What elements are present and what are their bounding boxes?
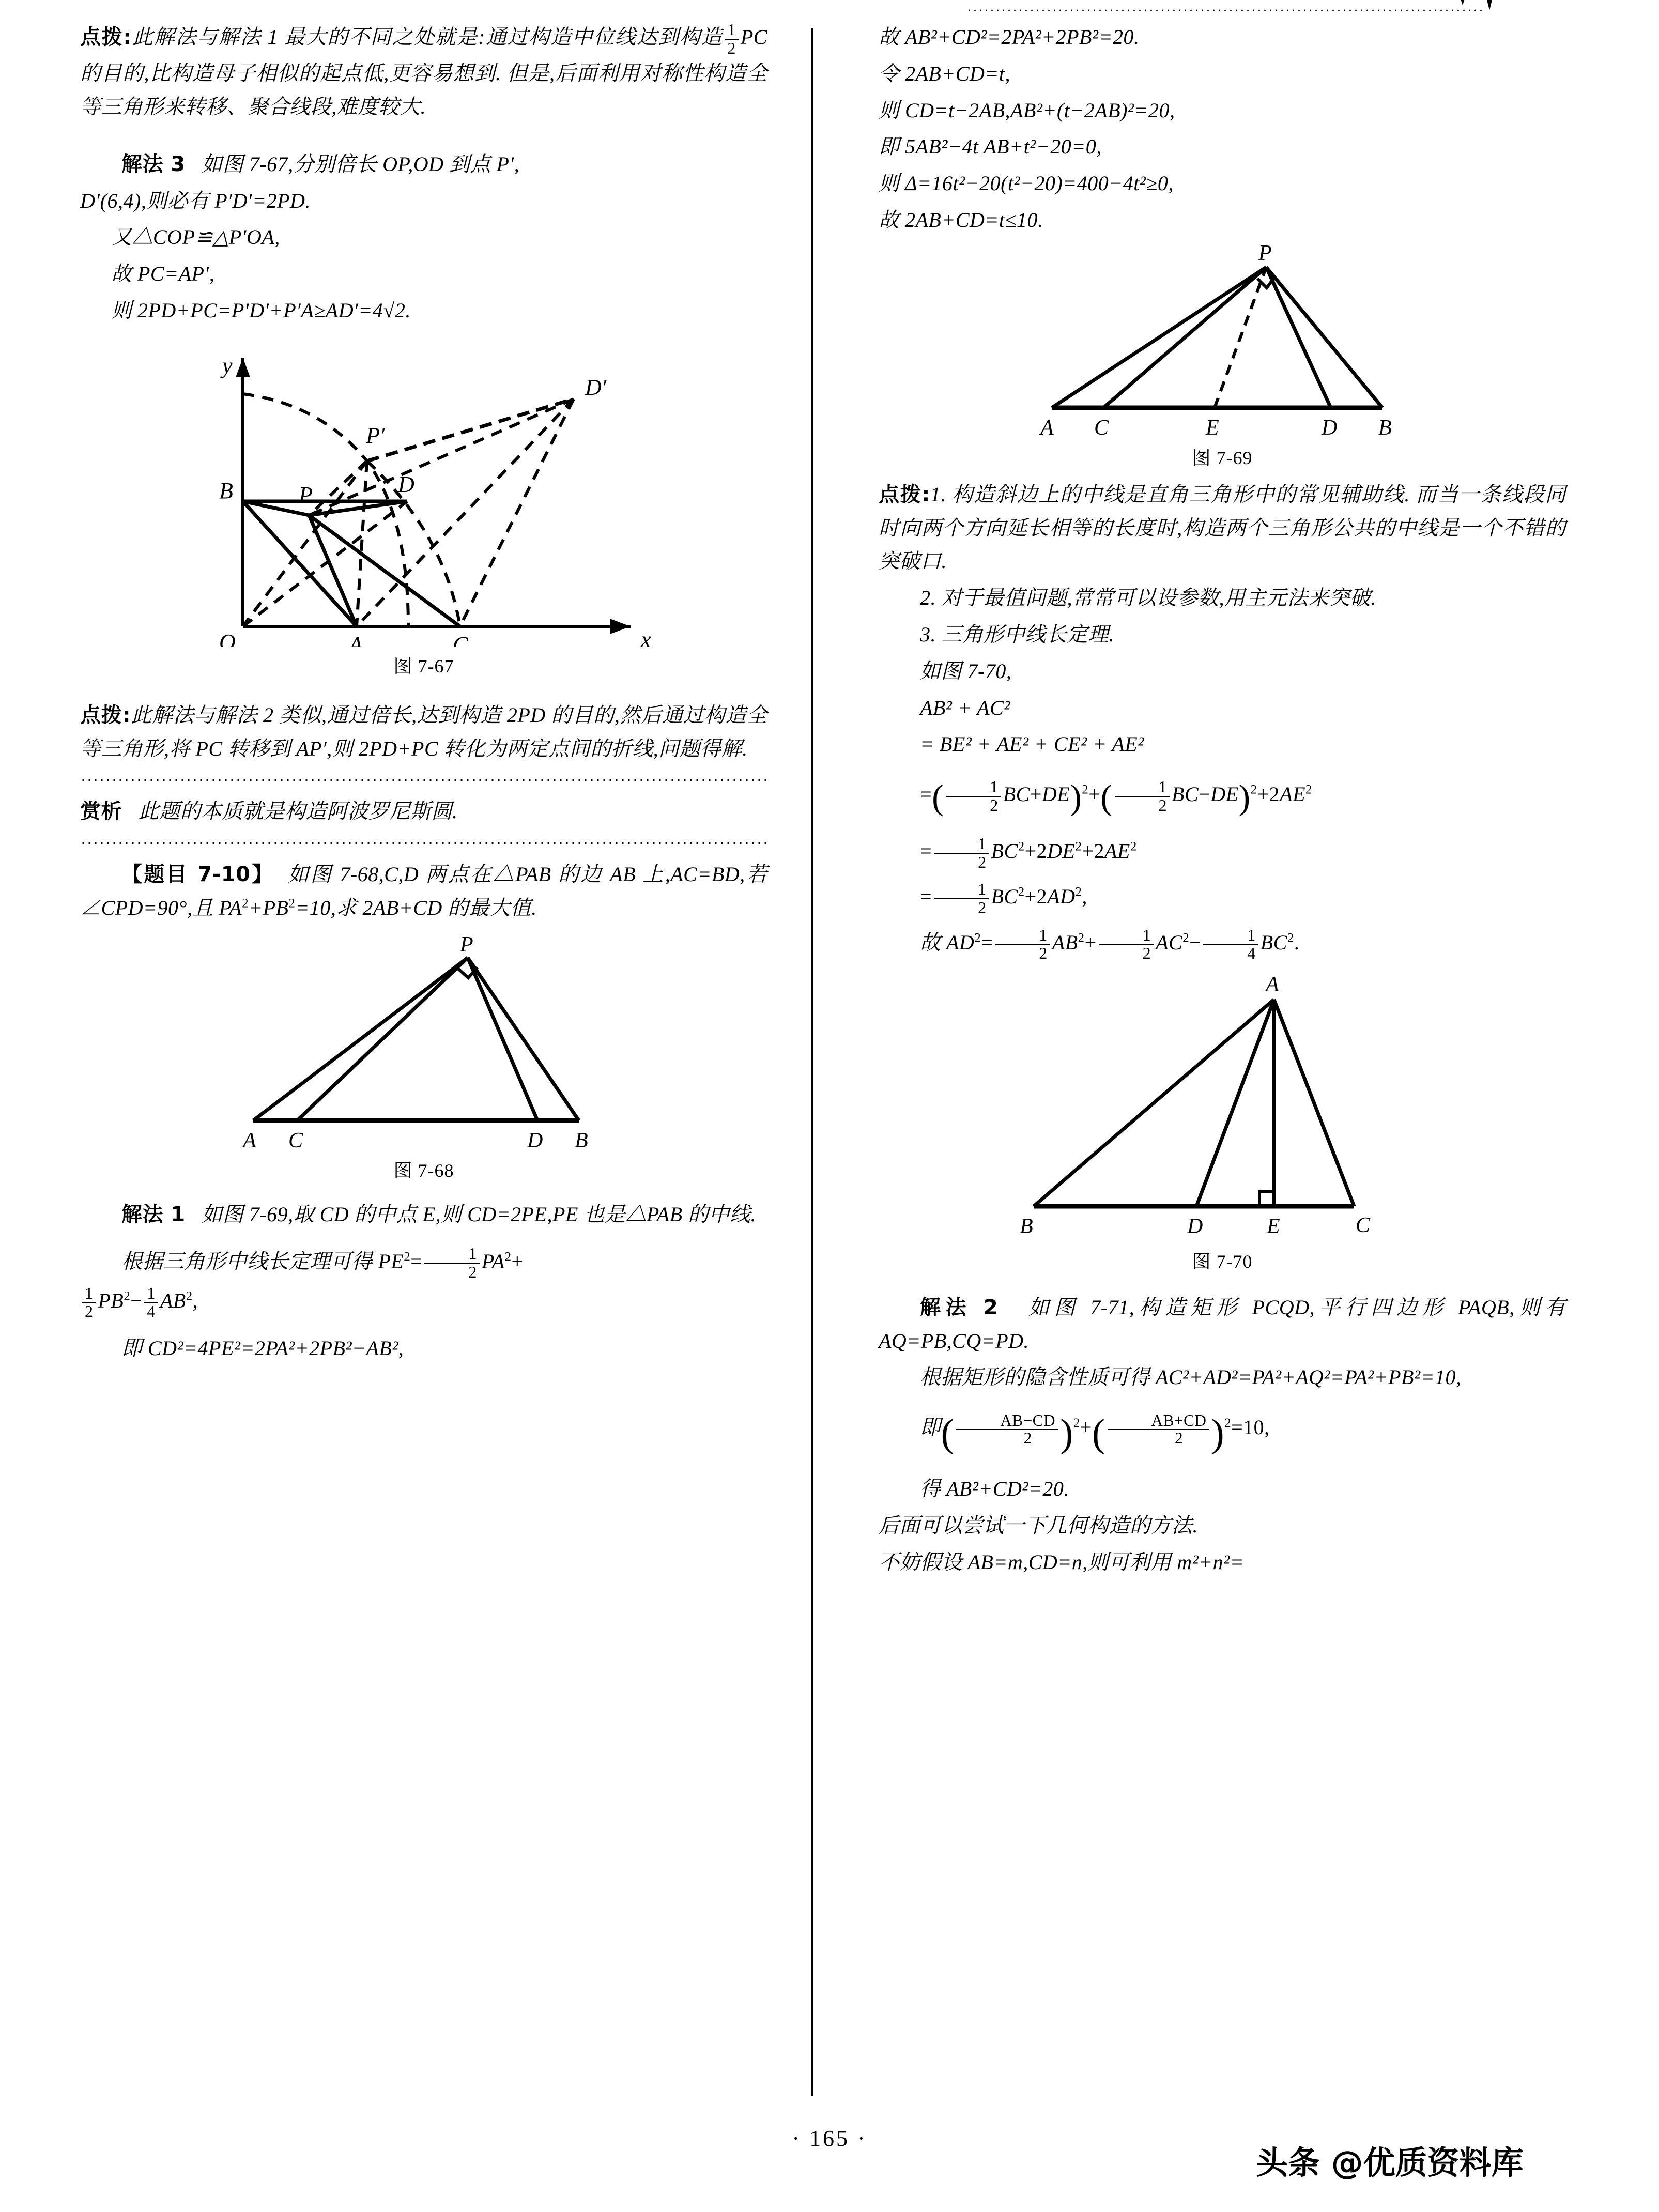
derivation-line-0 — [879, 21, 1566, 54]
theorem-line-6-row: 故 $AD^2=$ $\frac{1}{2}$ $AB^2+$ $\frac{1}{2}$ $AC^2-$ $\frac{1}{4}$ $BC^2$. — [920, 925, 1300, 963]
paren-open-3: ( — [941, 1411, 955, 1455]
svg-text:A: A — [243, 1128, 256, 1151]
figure-7-67 — [80, 337, 767, 678]
paren-sup-4: 2 — [1224, 1416, 1232, 1430]
de-term-1: DE — [1041, 782, 1070, 806]
problem-7-10-block — [80, 858, 767, 925]
theorem-intro: 如图 7-70, — [920, 659, 1012, 683]
solution-2-line-3-lead: 即 — [920, 1416, 941, 1439]
figure-7-67-drawing — [165, 337, 682, 647]
svg-text:C: C — [288, 1128, 303, 1151]
solution-2-line-3-row: 即( $\frac{AB-CD}{2}$ )$^2$+( $\frac{AB+CD}{2}$ )$^2$=10, — [920, 1411, 1270, 1455]
ab-superscript: 2 — [186, 1289, 193, 1303]
solution-1-line-3: 即 CD²=4PE²=2PA²+2PB²−AB², — [121, 1336, 404, 1360]
theorem-line-1-row — [879, 692, 1566, 725]
solution-3-line-2: D′(6,4),则必有 P′D′=2PD. — [80, 189, 311, 212]
paren-close-4: ) — [1211, 1411, 1225, 1455]
svg-text:O: O — [219, 629, 236, 647]
derivation-text-5: 故 2AB+CD=t≤10. — [879, 208, 1043, 232]
svg-text:x: x — [641, 626, 651, 647]
pb-superscript: 2 — [124, 1289, 131, 1303]
derivation-text-4: 则 Δ=16t²−20(t²−20)=400−4t²≥0, — [879, 172, 1174, 195]
figure-7-70-caption-prefix: 图 — [1192, 1251, 1211, 1272]
solution-1-line-2-cont: $\frac{1}{2}$ $PB^2-$ $\frac{1}{4}$ $AB^2$, — [80, 1284, 767, 1320]
ab-sup-l6: 2 — [1078, 931, 1085, 945]
paren-close-1: ) — [1070, 777, 1082, 817]
problem-7-10-text-c: =10,求 2AB+CD 的最大值. — [295, 896, 537, 919]
note-dianbo-1 — [80, 21, 767, 124]
problem-7-10-text-a: 如图 7-68,C,D 两点在△PAB 的边 AB 上,AC=BD,若∠CPD=90°,且 PA — [80, 863, 768, 919]
solution-3-tag: 解法 3 — [121, 152, 186, 176]
derivation-line-5 — [879, 204, 1566, 237]
svg-text:D: D — [1187, 1214, 1203, 1238]
svg-text:D: D — [398, 471, 414, 497]
solution-2-block — [879, 1291, 1566, 1358]
theorem-line-3-lead: = — [920, 782, 932, 806]
svg-text:B: B — [1378, 416, 1392, 439]
ac-sup-l6: 2 — [1182, 931, 1190, 945]
svg-text:D: D — [527, 1128, 543, 1151]
figure-7-68-drawing — [165, 934, 682, 1151]
figure-7-67-caption — [80, 652, 767, 678]
solution-2-line-4-row — [879, 1472, 1566, 1506]
fraction-half-bc-2: $\frac{1}{2}$ — [1115, 778, 1170, 814]
de-term-2: DE — [1210, 782, 1239, 806]
note-3-item-3: 3. 三角形中线长定理. — [920, 622, 1114, 646]
svg-text:E: E — [1267, 1214, 1280, 1238]
solution-3-line-5: 则 2PD+PC=P′D′+P′A≥AD′=4√2. — [111, 298, 411, 322]
solution-3-line-2-row — [80, 185, 767, 218]
solution-2-line-6-row — [879, 1546, 1566, 1579]
bc-term-l6: BC — [1260, 930, 1287, 954]
figure-7-68-caption-number: 7-68 — [418, 1160, 454, 1181]
svg-text:A: A — [1266, 973, 1279, 996]
figure-7-70 — [879, 974, 1566, 1273]
bc-term-l5: BC — [991, 885, 1018, 909]
solution-2-line-5: 后面可以尝试一下几何构造的方法. — [879, 1514, 1198, 1538]
page-number: · 165 · — [792, 2126, 867, 2151]
note-2-text: 此解法与解法 2 类似,通过倍长,达到构造 2PD 的目的,然后通过构造全等三角形,将 PC 转移到 AP′,则 2PD+PC 转化为两定点间的折线,问题得解. — [80, 703, 767, 760]
figure-7-68 — [80, 934, 767, 1182]
theorem-line-2: = BE² + AE² + CE² + AE² — [920, 732, 1144, 756]
figure-7-69-drawing — [954, 242, 1491, 439]
derivation-text-3: 即 5AB²−4t AB+t²−20=0, — [879, 135, 1102, 159]
paren-open-4: ( — [1092, 1411, 1105, 1455]
fraction-ab-plus-cd: $\frac{AB+CD}{2}$ — [1108, 1412, 1209, 1448]
solution-1-line-2-row: 根据三角形中线长定理可得 $PE^2=$ $\frac{1}{2}$ $PA^2+$ — [121, 1244, 524, 1282]
ab-term-l6: AB — [1052, 930, 1078, 954]
term-pb: PB — [98, 1288, 124, 1312]
pe-superscript: 2 — [404, 1250, 411, 1264]
svg-text:A: A — [1040, 416, 1054, 439]
solution-3-line-5-row — [80, 294, 767, 328]
svg-text:B: B — [575, 1128, 588, 1151]
bc-term-1: BC — [1003, 782, 1030, 806]
ae-term-l4: AE — [1104, 839, 1130, 863]
figure-7-68-caption — [80, 1156, 767, 1182]
svg-text:C: C — [1356, 1213, 1371, 1237]
watermark: 头条 @优质资料库 — [1256, 2144, 1524, 2182]
solution-2-line-6: 不妨假设 AB=m,CD=n,则可利用 m²+n²= — [879, 1550, 1245, 1574]
ac-term-l6: AC — [1156, 930, 1183, 954]
problem-7-10-text-b: +PB — [249, 896, 289, 919]
figure-7-70-drawing — [954, 974, 1491, 1242]
solution-1-line-1: 如图 7-69,取 CD 的中点 E,则 CD=2PE,PE 也是△PAB 的中线. — [202, 1202, 757, 1226]
solution-2-line-5-row — [879, 1509, 1566, 1543]
theorem-line-4-row: = $\frac{1}{2}$ $BC^2+2DE^2+2AE^2$ — [920, 834, 1137, 871]
solution-1-block — [80, 1198, 767, 1232]
svg-text:E: E — [1206, 416, 1219, 439]
theorem-line-1: AB² + AC² — [920, 696, 1010, 719]
solution-3-line-4-row — [80, 257, 767, 291]
problem-superscript-1: 2 — [242, 896, 249, 911]
svg-text:A: A — [349, 632, 363, 647]
svg-text:C: C — [453, 632, 468, 647]
solution-3-line-4: 故 PC=AP′, — [111, 262, 215, 286]
bc-term-l4: BC — [991, 839, 1018, 863]
fraction-one-quarter-ab: $\frac{1}{4}$ — [144, 1285, 158, 1320]
paren-superscript-2: 2 — [1250, 782, 1257, 797]
ae-sup-l4: 2 — [1130, 839, 1137, 854]
de-term-l4: DE — [1047, 839, 1076, 863]
bc-sup-l5: 2 — [1018, 885, 1025, 900]
svg-text:D′: D′ — [585, 374, 607, 400]
svg-text:P: P — [460, 934, 473, 957]
appreciation-rule-bottom — [80, 842, 767, 844]
note-tag: 点拨: — [80, 25, 132, 49]
column-divider — [811, 28, 813, 2096]
figure-7-70-caption — [879, 1247, 1566, 1273]
figure-7-67-caption-prefix: 图 — [393, 655, 413, 677]
derivation-line-2 — [879, 94, 1566, 128]
term-ab: AB — [160, 1288, 186, 1312]
fraction-quarter-bc-l6: $\frac{1}{4}$ — [1203, 927, 1258, 962]
note-text-a: 此解法与解法 1 最大的不同之处就是:通过构造中位线达到构造 — [131, 25, 723, 49]
solution-2-line-2: 根据矩形的隐含性质可得 AC²+AD²=PA²+AQ²=PA²+PB²=10, — [920, 1365, 1462, 1389]
derivation-text-2: 则 CD=t−2AB,AB²+(t−2AB)²=20, — [879, 98, 1175, 122]
solution-3-line-1: 如图 7-67,分别倍长 OP,OD 到点 P′, — [202, 152, 520, 176]
solution-3-line-3-row — [80, 221, 767, 254]
paren-close-2: ) — [1238, 777, 1251, 817]
fraction-half-ab-l6: $\frac{1}{2}$ — [995, 927, 1050, 962]
svg-text:B: B — [219, 478, 233, 503]
figure-7-68-caption-prefix: 图 — [393, 1160, 413, 1181]
appreciation-rule-top — [80, 779, 767, 781]
paren-sup-3: 2 — [1073, 1416, 1080, 1430]
fraction-one-half-pb: $\frac{1}{2}$ — [82, 1285, 96, 1320]
solution-2-line-2-row — [879, 1361, 1566, 1394]
solution-3-block — [80, 148, 767, 181]
paren-open-1: ( — [932, 777, 944, 817]
solution-2-line-3-tail: =10, — [1231, 1416, 1270, 1439]
bc-term-2: BC — [1172, 782, 1199, 806]
note-3-item-3-row — [879, 618, 1566, 652]
figure-7-69-caption-number: 7-69 — [1216, 447, 1253, 468]
theorem-line-2-row — [879, 728, 1566, 761]
fraction-half-l5: $\frac{1}{2}$ — [934, 881, 989, 916]
figure-7-69-caption — [879, 443, 1566, 470]
note-text-b: PC 的目的,比构造母子相似的起点低,更容易想到. 但是,后面利用对称性构造全等三角形来转移、聚合线段,难度较大. — [80, 25, 767, 118]
figure-7-69 — [879, 242, 1566, 470]
figure-7-69-caption-prefix: 图 — [1192, 447, 1211, 469]
ae-superscript: 2 — [1305, 782, 1312, 797]
appreciation-tag: 赏析 — [80, 800, 122, 824]
note-3-tag: 点拨: — [879, 482, 930, 506]
note-dianbo-3 — [879, 478, 1566, 578]
svg-text:P: P — [299, 482, 313, 508]
fraction-half-l4: $\frac{1}{2}$ — [934, 835, 989, 871]
ae-term: AE — [1280, 782, 1306, 806]
solution-1-line-2-prefix: 根据三角形中线长定理可得 PE — [121, 1249, 404, 1273]
ad-term-l5: AD — [1047, 885, 1076, 909]
svg-text:C: C — [1094, 416, 1109, 439]
theorem-gu: 故 AD — [920, 930, 975, 954]
fraction-half-ac-l6: $\frac{1}{2}$ — [1099, 927, 1154, 962]
fraction-ab-minus-cd: $\frac{AB-CD}{2}$ — [956, 1412, 1058, 1448]
derivation-text-0: 故 AB²+CD²=2PA²+2PB²=20. — [879, 25, 1140, 49]
fraction-one-half: $\frac{1}{2}$ — [725, 21, 739, 57]
problem-superscript-2: 2 — [288, 896, 296, 911]
right-column — [879, 21, 1566, 1583]
note-3-item-2: 2. 对于最值问题,常常可以设参数,用主元法来突破. — [920, 586, 1376, 610]
solution-2-line-1: 如图 7-71,构造矩形 PCQD,平行四边形 PAQB,则有 AQ=PB,CQ=PD. — [879, 1295, 1566, 1353]
solution-1-line-2-eq: = — [410, 1249, 423, 1273]
figure-7-67-caption-number: 7-67 — [418, 655, 454, 677]
derivation-line-3 — [879, 130, 1566, 164]
svg-text:P: P — [1258, 242, 1272, 265]
bc-sup-l6: 2 — [1287, 931, 1294, 945]
theorem-line-3-row: =( $\frac{1}{2}$ BC+DE)$^2$+( $\frac{1}{2}$ $BC-DE)^2+2AE^2$ — [920, 777, 1312, 817]
ad-sup-l5: 2 — [1075, 885, 1082, 900]
svg-text:B: B — [1020, 1214, 1033, 1238]
pa-superscript: 2 — [504, 1250, 512, 1264]
solution-2-tag: 解法 2 — [920, 1295, 999, 1319]
solution-1-line-3-row — [80, 1332, 767, 1365]
solution-2-line-4: 得 AB²+CD²=20. — [920, 1477, 1069, 1501]
derivation-line-1 — [879, 57, 1566, 91]
fraction-half-bc-1: $\frac{1}{2}$ — [946, 778, 1001, 814]
appreciation-block — [80, 795, 767, 828]
solution-3-line-3: 又△COP≌△P′OA, — [111, 225, 280, 249]
fraction-one-half-pa: $\frac{1}{2}$ — [424, 1245, 480, 1281]
bc-sup-l4: 2 — [1018, 839, 1025, 854]
svg-text:D: D — [1322, 416, 1338, 439]
left-column — [80, 21, 767, 1369]
theorem-line-5-row: = $\frac{1}{2}$ $BC^2+2AD^2$, — [920, 880, 1087, 917]
paren-superscript-1: 2 — [1082, 782, 1089, 797]
ad-sup-l6: 2 — [974, 931, 981, 945]
note-2-tag: 点拨: — [80, 703, 131, 727]
theorem-intro-row — [879, 655, 1566, 688]
derivation-line-4 — [879, 167, 1566, 201]
svg-text:P′: P′ — [366, 422, 385, 448]
solution-1-tag: 解法 1 — [121, 1202, 186, 1226]
problem-7-10-tag: 【题目 7-10】 — [121, 863, 274, 887]
figure-7-70-caption-number: 7-70 — [1216, 1251, 1253, 1272]
note-3-item-2-row — [879, 581, 1566, 615]
header-dotted-rule — [966, 9, 1483, 11]
paren-open-2: ( — [1100, 777, 1113, 817]
svg-text:y: y — [222, 352, 233, 378]
appreciation-text: 此题的本质就是构造阿波罗尼斯圆. — [138, 800, 458, 823]
term-pa: PA — [481, 1249, 505, 1273]
note-dianbo-2 — [80, 699, 767, 766]
de-sup-l4: 2 — [1075, 839, 1082, 854]
derivation-text-1: 令 2AB+CD=t, — [879, 62, 1011, 85]
paren-close-3: ) — [1060, 1411, 1073, 1455]
note-3-item-1: 1. 构造斜边上的中线是直角三角形中的常见辅助线. 而当一条线段同时向两个方向延长相等的长度时,构造两个三角形公共的中线是一个不错的突破口. — [879, 482, 1566, 573]
